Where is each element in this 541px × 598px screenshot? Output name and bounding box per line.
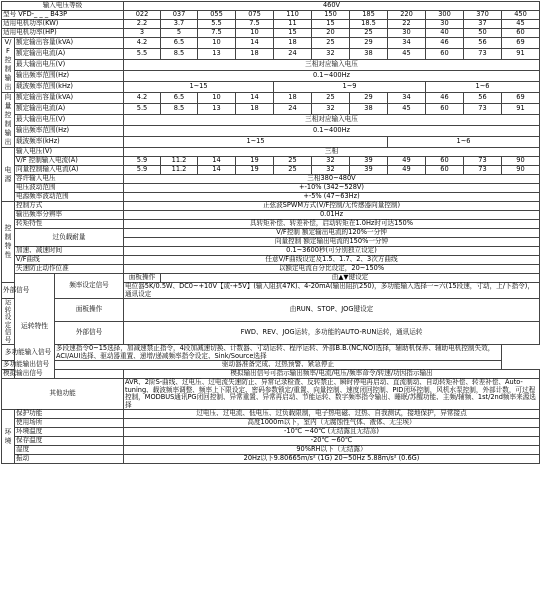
- table-row: [2, 220, 540, 229]
- row-label: V/F曲线: [15, 256, 124, 265]
- model-cell: 022: [124, 11, 161, 20]
- value-cell: 5.5: [124, 49, 161, 60]
- value-cell: 46: [426, 93, 464, 104]
- table-row: [2, 265, 540, 274]
- model-cell: 110: [274, 11, 312, 20]
- row-label: 输出频率范围(Hz): [15, 71, 124, 82]
- model-cell: 450: [502, 11, 540, 20]
- value-cell: 25: [312, 38, 350, 49]
- value-cell: 高度1000m以下，室内（无腐蚀性气体、液体、无尘埃）: [124, 419, 540, 428]
- table-row: [2, 71, 540, 82]
- table-row: [2, 126, 540, 137]
- header-row: [2, 2, 540, 11]
- row-label: 湿度: [15, 446, 124, 455]
- row-label: 加速、减速时间: [15, 247, 124, 256]
- header-row: [2, 11, 540, 20]
- row-label: 频率设定信号: [55, 274, 124, 299]
- value-cell: 73: [464, 104, 502, 115]
- value-cell: 69: [502, 38, 540, 49]
- value-cell: 38: [350, 104, 388, 115]
- value-cell: 90: [502, 166, 540, 175]
- value-cell: 15: [312, 20, 350, 29]
- value-cell: 14: [236, 93, 274, 104]
- value-cell: 73: [464, 157, 502, 166]
- model-cell: 220: [388, 11, 426, 20]
- value-cell: 1~9: [274, 82, 426, 93]
- value-cell: 1~15: [124, 82, 274, 93]
- value-cell: 24: [274, 49, 312, 60]
- value-cell: 3.7: [161, 20, 198, 29]
- row-label: 额定输出电流(A): [15, 104, 124, 115]
- value-cell: 6.5: [161, 93, 198, 104]
- table-row: [2, 455, 540, 464]
- value-cell: 2.2: [124, 20, 161, 29]
- row-label: 电源频率波动范围: [15, 193, 124, 202]
- value-cell: 18.5: [350, 20, 388, 29]
- row-sublabel: 面板操作: [55, 299, 124, 322]
- table-row: [2, 175, 540, 184]
- value-cell: 49: [388, 166, 426, 175]
- table-row: [2, 322, 540, 345]
- row-label: 容许输入电压: [15, 175, 124, 184]
- category-control: 控制特性: [2, 202, 15, 283]
- table-row: [2, 202, 540, 211]
- value-cell: 三相: [124, 148, 540, 157]
- value-cell: 40: [426, 29, 464, 38]
- value-cell: 60: [426, 166, 464, 175]
- value-cell: 24: [274, 104, 312, 115]
- value-cell: 45: [502, 20, 540, 29]
- value-cell: 由▲▼键设定: [161, 274, 540, 283]
- model-cell: 037: [161, 11, 198, 20]
- row-label: 多功能输入信号: [2, 345, 55, 361]
- row-label: 环境温度: [15, 428, 124, 437]
- row-label: 额定输出容量(kVA): [15, 93, 124, 104]
- value-cell: 49: [388, 157, 426, 166]
- value-cell: 45: [388, 49, 426, 60]
- value-cell: 19: [236, 166, 274, 175]
- voltage-class-value: 460V: [124, 2, 540, 11]
- row-label: 输出频率分辨率: [15, 211, 124, 220]
- table-row: [2, 166, 540, 175]
- model-cell: 370: [464, 11, 502, 20]
- value-cell: 73: [464, 166, 502, 175]
- value-cell: 多段速指令0~15选择，加减速禁止指令，4段加减速切换、计数器、寸动运转、程序运转、外部B.B.(NC,NO)选择，辅助机保养、辅助电机控制失效，ACI/AUI选择、驱动器重置、递增/递减频率指令设定、Sink/Source选择: [55, 345, 502, 361]
- value-cell: 14: [236, 38, 274, 49]
- table-row: [2, 115, 540, 126]
- value-cell: 45: [388, 104, 426, 115]
- table-row: [2, 229, 540, 238]
- value-cell: 11.2: [161, 157, 198, 166]
- value-cell: 1~15: [124, 137, 388, 148]
- value-cell: 4.2: [124, 93, 161, 104]
- table-row: [2, 157, 540, 166]
- category-vector-output: 向量控制输出: [2, 93, 15, 148]
- value-cell: 8.5: [161, 104, 198, 115]
- value-cell: 0.1~400Hz: [124, 126, 540, 137]
- value-cell: 91: [502, 104, 540, 115]
- row-label: 输入电压(V): [15, 148, 124, 157]
- table-row: [2, 49, 540, 60]
- value-cell: 5.9: [124, 157, 161, 166]
- value-cell: 29: [350, 93, 388, 104]
- table-row: [2, 38, 540, 49]
- spec-table: [1, 1, 540, 464]
- row-label: 多功能输出信号: [2, 361, 55, 370]
- row-label: 向量控制输入电流(A): [15, 166, 124, 175]
- value-cell: +-5% (47~63Hz): [124, 193, 540, 202]
- value-cell: FWD、REV、JOG运转，多功能的AUTO-RUN运转，通讯运转: [124, 322, 540, 345]
- value-cell: 56: [464, 38, 502, 49]
- value-cell: 60: [502, 29, 540, 38]
- row-label: 电压波动范围: [15, 184, 124, 193]
- value-cell: 50: [464, 29, 502, 38]
- table-row: [2, 299, 540, 322]
- table-row: [2, 93, 540, 104]
- value-cell: 5.5: [198, 20, 236, 29]
- value-cell: 90%RH以下（无结露）: [124, 446, 540, 455]
- row-label: 输出频率范围(Hz): [15, 126, 124, 137]
- model-cell: 300: [426, 11, 464, 20]
- value-cell: 5: [161, 29, 198, 38]
- table-row: [2, 20, 540, 29]
- value-cell: 34: [388, 93, 426, 104]
- value-cell: 90: [502, 157, 540, 166]
- row-label: 最大输出电压(V): [15, 115, 124, 126]
- row-label: 运转设定信号: [2, 299, 15, 345]
- model-cell: 150: [312, 11, 350, 20]
- value-cell: 电位器5K/0.5W、DC0~+10V【或-+5V】(输入阻抗47K)、4-20mA(输出阻抗250)，多功能输入选择一~六(15段速，寸动，上/下指令)，通讯设定: [124, 283, 540, 299]
- value-cell: 13: [198, 49, 236, 60]
- value-cell: 模拟输出信号可指示输出频率/电流/电压/频率命令/转速/功因指示输出: [124, 370, 540, 379]
- category-environment: 环境: [2, 410, 15, 464]
- value-cell: 25: [350, 29, 388, 38]
- value-cell: AVR、2阶S-曲线、过电压、过电流失速防止、异常记录检查、反转禁止、瞬时停电再启动、直流制动、自动转矩补偿、转差补偿、Auto-tuning、载波频率调整、频率上下限设定、密码参数锁定/重置、向量控制、速度闭回控制、PID闭环控制，风机水泵控制，外部计数，可过程控制，MODBUS通讯PG闭回控制、异常重置、异常再启动、节能运转、数字频率指令输出、睡眠/苏醒功能、主频/辅频、1st/2nd频率来源选择: [124, 379, 540, 410]
- row-label: 额定输出容量(kVA): [15, 38, 124, 49]
- row-label: 失速防止动作位准: [15, 265, 124, 274]
- value-cell: 37: [464, 20, 502, 29]
- value-cell: 15: [274, 29, 312, 38]
- value-cell: -10℃ ~40℃ (无结露且无结冻): [124, 428, 540, 437]
- row-label: 适用电机功率(KW): [2, 20, 124, 29]
- value-cell: 三相对应输入电压: [124, 60, 540, 71]
- value-cell: 25: [274, 166, 312, 175]
- table-row: [2, 60, 540, 71]
- table-row: [2, 256, 540, 265]
- category-vf-output: V/F控制输出: [2, 38, 15, 93]
- value-cell: 7.5: [198, 29, 236, 38]
- value-cell: 18: [274, 93, 312, 104]
- category-power: 电源: [2, 148, 15, 202]
- model-cell: 075: [236, 11, 274, 20]
- row-label: 载波频率范围(kHz): [15, 82, 124, 93]
- value-cell: 10: [198, 93, 236, 104]
- value-cell: 8.5: [161, 49, 198, 60]
- value-cell: 46: [426, 38, 464, 49]
- value-cell: 20: [312, 29, 350, 38]
- value-cell: 73: [464, 49, 502, 60]
- value-cell: 60: [426, 157, 464, 166]
- value-cell: 69: [502, 93, 540, 104]
- table-row: [2, 437, 540, 446]
- value-cell: 过电压、过电流、低电压、过负载限制，电子热电磁、过热、自我测试，接地保护，异常接点: [124, 410, 540, 419]
- value-cell: 向量控制 额定输出电流的150%一分钟: [124, 238, 540, 247]
- table-row: [2, 419, 540, 428]
- value-cell: 正弦波SPWM方式(V/F控制/无传感器向量控制): [124, 202, 540, 211]
- model-cell: 055: [198, 11, 236, 20]
- value-cell: 32: [312, 49, 350, 60]
- value-cell: 30: [426, 20, 464, 29]
- row-label: 保存温度: [15, 437, 124, 446]
- table-row: [2, 148, 540, 157]
- row-label: 最大输出电压(V): [15, 60, 124, 71]
- value-cell: 0.1~3600秒(可分别独立设定): [124, 247, 540, 256]
- value-cell: 60: [426, 104, 464, 115]
- value-cell: 22: [388, 20, 426, 29]
- value-cell: 18: [236, 104, 274, 115]
- row-label: 控制方式: [15, 202, 124, 211]
- value-cell: 38: [350, 49, 388, 60]
- value-cell: 56: [464, 93, 502, 104]
- category-operation: 运转特性: [15, 274, 55, 379]
- row-label: 额定输出电流(A): [15, 49, 124, 60]
- model-label: 型号 VFD-_ _ _ B43P: [2, 11, 124, 20]
- value-cell: 7.5: [236, 20, 274, 29]
- row-sublabel: 外部信号: [2, 283, 15, 299]
- value-cell: 0.01Hz: [124, 211, 540, 220]
- row-label: 其他功能: [2, 379, 124, 410]
- value-cell: 三相对应输入电压: [124, 115, 540, 126]
- row-label: V/F 控制输入电流(A): [15, 157, 124, 166]
- value-cell: 4.2: [124, 38, 161, 49]
- table-row: [2, 428, 540, 437]
- value-cell: 18: [236, 49, 274, 60]
- value-cell: 1~6: [426, 82, 540, 93]
- value-cell: 14: [198, 166, 236, 175]
- table-row: [2, 82, 540, 93]
- row-label: 载波频率(kHz): [15, 137, 124, 148]
- value-cell: 32: [312, 104, 350, 115]
- row-label: 保护功能: [15, 410, 124, 419]
- value-cell: 三相380~480V: [124, 175, 540, 184]
- row-label: 转矩特性: [15, 220, 124, 229]
- value-cell: 32: [312, 166, 350, 175]
- value-cell: 13: [198, 104, 236, 115]
- value-cell: 32: [312, 157, 350, 166]
- value-cell: 20Hz以下9.80665m/s² (1G) 20~50Hz 5.88m/s² (0.6G): [124, 455, 540, 464]
- value-cell: 以额定电流百分比设定，20~150%: [124, 265, 540, 274]
- value-cell: 5.5: [124, 104, 161, 115]
- value-cell: 6.5: [161, 38, 198, 49]
- row-label: 过负载耐量: [15, 229, 124, 247]
- row-label: 模拟输出信号: [2, 370, 124, 379]
- model-cell: 185: [350, 11, 388, 20]
- voltage-class-label: 输入电压等级: [2, 2, 124, 11]
- row-label: 适用电机功率(HP): [2, 29, 124, 38]
- value-cell: 具转矩补偿、转差补偿，启动转矩在1.0Hz时可达150%: [124, 220, 540, 229]
- table-row: [2, 104, 540, 115]
- row-sublabel: 面板操作: [124, 274, 161, 283]
- value-cell: 25: [274, 157, 312, 166]
- value-cell: 19: [236, 157, 274, 166]
- value-cell: -20℃ ~60℃: [124, 437, 540, 446]
- value-cell: 60: [426, 49, 464, 60]
- value-cell: 39: [350, 166, 388, 175]
- value-cell: 11.2: [161, 166, 198, 175]
- value-cell: V/F控制 额定输出电流的120%一分钟: [124, 229, 540, 238]
- value-cell: 10: [236, 29, 274, 38]
- value-cell: 10: [198, 38, 236, 49]
- value-cell: 18: [274, 38, 312, 49]
- row-label: 振动: [15, 455, 124, 464]
- value-cell: +-10% (342~528V): [124, 184, 540, 193]
- value-cell: 0.1~400Hz: [124, 71, 540, 82]
- row-label: 使用场所: [15, 419, 124, 428]
- value-cell: 11: [274, 20, 312, 29]
- value-cell: 14: [198, 157, 236, 166]
- value-cell: 29: [350, 38, 388, 49]
- table-row: [2, 137, 540, 148]
- table-row: [2, 29, 540, 38]
- value-cell: 39: [350, 157, 388, 166]
- value-cell: 34: [388, 38, 426, 49]
- value-cell: 91: [502, 49, 540, 60]
- value-cell: 由RUN、STOP、JOG键设定: [124, 299, 540, 322]
- value-cell: 25: [312, 93, 350, 104]
- value-cell: 5.9: [124, 166, 161, 175]
- row-sublabel: 外部信号: [55, 322, 124, 345]
- value-cell: 1~6: [388, 137, 540, 148]
- value-cell: 30: [388, 29, 426, 38]
- value-cell: 驱动器准备完成、过热预警、紧急停止: [55, 361, 502, 370]
- value-cell: 任意V/F曲线设定及1.5、1.7、2、3次方曲线: [124, 256, 540, 265]
- value-cell: 3: [124, 29, 161, 38]
- table-row: [2, 184, 540, 193]
